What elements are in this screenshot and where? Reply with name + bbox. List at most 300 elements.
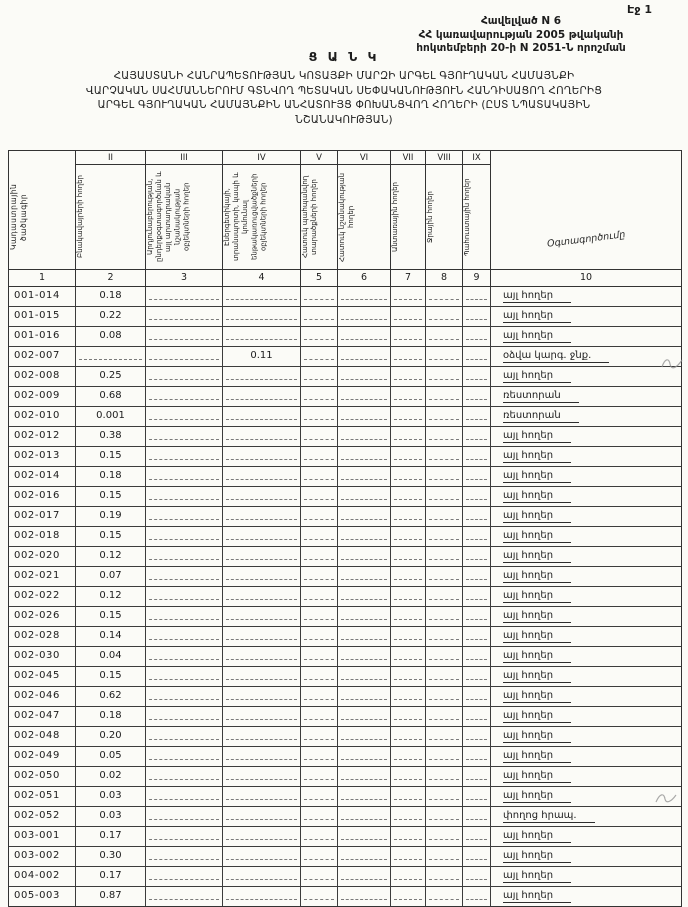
header-cell-infrastructure-lands	[223, 151, 301, 269]
row-code: 002-030	[9, 647, 76, 666]
row-usage-text: այլ հողեր	[503, 790, 571, 803]
table-row	[9, 407, 681, 427]
row-value	[426, 447, 463, 466]
row-value	[426, 547, 463, 566]
header-cell-water-lands	[426, 151, 463, 269]
row-value	[338, 727, 391, 746]
row-value	[426, 847, 463, 866]
row-value	[391, 347, 426, 366]
row-value	[223, 387, 301, 406]
row-value	[223, 407, 301, 426]
row-code: 002-049	[9, 747, 76, 766]
column-numeral	[9, 151, 75, 165]
table-row	[9, 727, 681, 747]
row-usage	[491, 867, 681, 886]
row-value	[391, 407, 426, 426]
row-value	[223, 647, 301, 666]
row-value	[301, 787, 338, 806]
row-usage	[491, 387, 681, 406]
row-value	[338, 787, 391, 806]
row-value	[301, 327, 338, 346]
row-value	[146, 527, 223, 546]
table-row	[9, 847, 681, 867]
page-number: Էջ 1	[627, 3, 652, 16]
row-code: 002-028	[9, 627, 76, 646]
table-row	[9, 447, 681, 467]
row-usage-text: այլ հողեր	[503, 830, 571, 843]
row-code: 002-022	[9, 587, 76, 606]
row-usage-text: ռեստորան	[503, 410, 579, 423]
row-usage	[491, 447, 681, 466]
row-value	[391, 547, 426, 566]
row-value	[391, 367, 426, 386]
column-number: 9	[463, 270, 491, 286]
row-code: 002-020	[9, 547, 76, 566]
row-usage	[491, 367, 681, 386]
row-value	[463, 387, 491, 406]
row-usage-text: այլ հողեր	[503, 750, 571, 763]
row-value	[426, 867, 463, 886]
row-value	[426, 287, 463, 306]
row-value	[338, 587, 391, 606]
row-usage-text: այլ հողեր	[503, 490, 571, 503]
row-value: 0.18	[76, 707, 146, 726]
row-value	[223, 707, 301, 726]
row-usage-text: այլ հողեր	[503, 650, 571, 663]
row-usage-text: այլ հողեր	[503, 670, 571, 683]
row-value	[426, 827, 463, 846]
row-value	[426, 707, 463, 726]
row-value	[338, 547, 391, 566]
table-row	[9, 647, 681, 667]
row-value	[223, 367, 301, 386]
row-value: 0.15	[76, 667, 146, 686]
row-value	[426, 747, 463, 766]
row-value	[146, 687, 223, 706]
row-usage-text: այլ հողեր	[503, 890, 571, 903]
row-usage	[491, 767, 681, 786]
row-value	[301, 687, 338, 706]
row-value	[301, 287, 338, 306]
row-value	[223, 607, 301, 626]
row-value	[301, 447, 338, 466]
row-value	[391, 427, 426, 446]
row-value: 0.25	[76, 367, 146, 386]
row-value: 0.68	[76, 387, 146, 406]
doc-title-line-1: ՀԱՅԱՍՏԱՆԻ ՀԱՆՐԱՊԵՏՈՒԹՅԱՆ ԿՈՏԱՅՔԻ ՄԱՐԶԻ ԱՐԳԵԼ ԳՅՈՒՂԱԿԱՆ ՀԱՄԱՅՆՔԻ	[113, 70, 575, 82]
row-value	[463, 887, 491, 906]
table-header	[9, 151, 681, 270]
row-code: 002-016	[9, 487, 76, 506]
row-value	[391, 307, 426, 326]
row-usage	[491, 807, 681, 826]
row-value	[146, 787, 223, 806]
row-value	[463, 467, 491, 486]
row-value	[223, 507, 301, 526]
row-value	[391, 527, 426, 546]
row-usage	[491, 747, 681, 766]
row-value	[463, 287, 491, 306]
row-code: 002-047	[9, 707, 76, 726]
row-value	[391, 707, 426, 726]
row-code: 002-007	[9, 347, 76, 366]
row-value	[223, 487, 301, 506]
row-usage	[491, 587, 681, 606]
row-code: 002-013	[9, 447, 76, 466]
row-value: 0.001	[76, 407, 146, 426]
row-value	[301, 347, 338, 366]
column-numeral: VIII	[426, 151, 462, 165]
row-usage-text: այլ հողեր	[503, 590, 571, 603]
row-value	[146, 887, 223, 906]
row-value	[391, 647, 426, 666]
row-value	[391, 747, 426, 766]
row-value: 0.17	[76, 827, 146, 846]
row-value	[463, 447, 491, 466]
row-value	[146, 727, 223, 746]
handwritten-mark	[654, 790, 678, 806]
row-usage	[491, 607, 681, 626]
row-value	[146, 747, 223, 766]
table-row	[9, 687, 681, 707]
row-value	[426, 387, 463, 406]
row-value	[426, 627, 463, 646]
row-value	[146, 607, 223, 626]
header-cell-usage	[491, 151, 681, 269]
row-value	[146, 767, 223, 786]
row-usage	[491, 547, 681, 566]
row-usage	[491, 487, 681, 506]
row-usage-text: այլ հողեր	[503, 730, 571, 743]
row-usage-text: այլ հողեր	[503, 770, 571, 783]
row-usage-text: փողոց հրապ.	[503, 810, 595, 823]
row-usage	[491, 687, 681, 706]
row-value	[391, 567, 426, 586]
column-number: 1	[9, 270, 76, 286]
row-value	[463, 627, 491, 646]
row-usage-text: օձվա կարգ. ջնք.	[503, 350, 609, 363]
row-usage	[491, 287, 681, 306]
column-number: 10	[579, 272, 593, 283]
column-label: Օգտագործումը	[546, 229, 626, 250]
row-value	[463, 347, 491, 366]
row-code: 002-014	[9, 467, 76, 486]
row-usage-text: այլ հողեր	[503, 310, 571, 323]
column-numeral: IX	[463, 151, 490, 165]
row-value	[146, 627, 223, 646]
row-value	[391, 627, 426, 646]
row-usage-text: այլ հողեր	[503, 850, 571, 863]
row-value	[463, 567, 491, 586]
doc-title	[18, 69, 670, 127]
table-row	[9, 787, 681, 807]
row-code: 002-051	[9, 787, 76, 806]
row-value: 0.12	[76, 547, 146, 566]
row-value	[301, 807, 338, 826]
column-numeral: VII	[391, 151, 425, 165]
row-value	[426, 347, 463, 366]
row-value	[463, 587, 491, 606]
row-usage-text: այլ հողեր	[503, 510, 571, 523]
row-value	[391, 327, 426, 346]
row-value	[426, 407, 463, 426]
table-row	[9, 347, 681, 367]
row-value	[338, 407, 391, 426]
row-value	[391, 787, 426, 806]
column-label: Պահուստային հողեր	[463, 178, 471, 256]
row-usage	[491, 827, 681, 846]
row-value	[338, 707, 391, 726]
row-value	[223, 867, 301, 886]
table-row	[9, 527, 681, 547]
row-value	[223, 567, 301, 586]
row-value	[301, 747, 338, 766]
row-value	[223, 747, 301, 766]
row-value	[338, 827, 391, 846]
column-label: Կադաստրային ծածկագիր	[9, 183, 28, 251]
row-value	[146, 827, 223, 846]
row-value	[391, 287, 426, 306]
table-row	[9, 427, 681, 447]
row-usage	[491, 507, 681, 526]
row-value	[223, 887, 301, 906]
column-label: Հատուկ նշանակության հողեր	[338, 172, 356, 262]
row-value	[463, 827, 491, 846]
table-row	[9, 667, 681, 687]
column-label: Անտառային հողեր	[391, 182, 399, 252]
row-value	[391, 887, 426, 906]
row-usage	[491, 887, 681, 906]
row-usage-text: այլ հողեր	[503, 870, 571, 883]
column-number: 7	[391, 270, 426, 286]
row-value	[391, 827, 426, 846]
row-value	[338, 487, 391, 506]
row-value	[76, 347, 146, 366]
row-value: 0.11	[223, 347, 301, 366]
row-value	[146, 347, 223, 366]
row-value	[463, 547, 491, 566]
row-value	[146, 327, 223, 346]
row-value	[146, 847, 223, 866]
column-label: Էներգետիկայի, տրանսպորտի, կապի և կոմունալ ենթակառուցվածքների օբյեկտների հողեր	[223, 172, 268, 262]
row-value	[463, 847, 491, 866]
row-value	[301, 387, 338, 406]
table-row	[9, 307, 681, 327]
header-cell-special-purpose-lands	[338, 151, 391, 269]
row-value	[426, 487, 463, 506]
table-row	[9, 707, 681, 727]
row-value	[391, 667, 426, 686]
row-value: 0.12	[76, 587, 146, 606]
row-usage	[491, 647, 681, 666]
column-numeral	[491, 173, 681, 187]
row-value	[426, 567, 463, 586]
table-row	[9, 327, 681, 347]
row-value	[391, 487, 426, 506]
land-table	[8, 150, 682, 907]
row-value	[338, 847, 391, 866]
row-value: 0.03	[76, 807, 146, 826]
row-value	[426, 727, 463, 746]
row-code: 002-045	[9, 667, 76, 686]
row-value	[463, 527, 491, 546]
row-usage	[491, 407, 681, 426]
row-value: 0.15	[76, 527, 146, 546]
row-value	[223, 627, 301, 646]
row-value	[338, 427, 391, 446]
row-value	[301, 527, 338, 546]
row-value	[338, 567, 391, 586]
row-value	[146, 587, 223, 606]
row-value	[391, 507, 426, 526]
row-value: 0.30	[76, 847, 146, 866]
row-value	[301, 727, 338, 746]
row-value	[223, 287, 301, 306]
row-value	[463, 807, 491, 826]
row-value	[146, 367, 223, 386]
row-value	[301, 567, 338, 586]
row-value	[223, 787, 301, 806]
row-value	[426, 327, 463, 346]
row-value	[338, 307, 391, 326]
column-number: 2	[76, 270, 146, 286]
row-value	[146, 547, 223, 566]
row-value	[146, 667, 223, 686]
column-label: Ջրային հողեր	[426, 191, 434, 243]
row-value	[338, 287, 391, 306]
row-usage	[491, 627, 681, 646]
row-value	[223, 587, 301, 606]
row-value: 0.20	[76, 727, 146, 746]
row-value	[426, 787, 463, 806]
table-row	[9, 627, 681, 647]
row-value	[301, 587, 338, 606]
row-value	[301, 847, 338, 866]
row-value	[338, 807, 391, 826]
row-usage-text: այլ հողեր	[503, 430, 571, 443]
row-value: 0.87	[76, 887, 146, 906]
row-usage-text: ռեստորան	[503, 390, 579, 403]
row-usage-text: այլ հողեր	[503, 450, 571, 463]
row-usage	[491, 307, 681, 326]
appendix-line-2: ՀՀ կառավարության 2005 թվականի	[418, 28, 624, 41]
row-code: 001-014	[9, 287, 76, 306]
row-value: 0.17	[76, 867, 146, 886]
row-value	[223, 687, 301, 706]
table-row	[9, 287, 681, 307]
table-row	[9, 367, 681, 387]
table-row	[9, 747, 681, 767]
row-value	[426, 887, 463, 906]
column-label: Արդյունաբերության, ընդերքօգտագործման և այլ արտադրական նշանակության օբյեկտների հողեր	[146, 171, 191, 263]
row-code: 002-017	[9, 507, 76, 526]
row-code: 002-046	[9, 687, 76, 706]
row-value	[391, 607, 426, 626]
table-row	[9, 567, 681, 587]
table-row	[9, 827, 681, 847]
row-value	[426, 527, 463, 546]
table-row	[9, 607, 681, 627]
row-value	[391, 867, 426, 886]
row-usage-text: այլ հողեր	[503, 530, 571, 543]
column-numeral: II	[76, 151, 145, 165]
row-usage	[491, 327, 681, 346]
handwritten-mark	[660, 356, 684, 372]
row-value	[463, 867, 491, 886]
row-value	[223, 467, 301, 486]
row-value	[391, 807, 426, 826]
row-code: 001-016	[9, 327, 76, 346]
table-row	[9, 867, 681, 887]
row-usage-text: այլ հողեր	[503, 370, 571, 383]
table-row	[9, 767, 681, 787]
row-value	[463, 667, 491, 686]
row-usage-text: այլ հողեր	[503, 710, 571, 723]
row-value	[463, 427, 491, 446]
row-value	[301, 627, 338, 646]
column-numeral: IV	[223, 151, 300, 165]
row-value	[338, 667, 391, 686]
row-value	[426, 427, 463, 446]
row-value	[426, 647, 463, 666]
row-code: 005-003	[9, 887, 76, 906]
row-value	[146, 807, 223, 826]
row-code: 004-002	[9, 867, 76, 886]
row-value	[223, 727, 301, 746]
row-value: 0.62	[76, 687, 146, 706]
appendix-line-3: հոկտեմբերի 20-ի N 2051-Ն որոշման	[416, 42, 626, 55]
row-value: 0.15	[76, 487, 146, 506]
row-value	[338, 327, 391, 346]
row-value	[391, 727, 426, 746]
row-usage	[491, 427, 681, 446]
row-code: 001-015	[9, 307, 76, 326]
column-number: 6	[338, 270, 391, 286]
header-cell-residential-lands	[76, 151, 146, 269]
row-value	[338, 867, 391, 886]
row-value: 0.02	[76, 767, 146, 786]
row-value	[463, 507, 491, 526]
row-value	[223, 807, 301, 826]
doc-title-line-3: ԱՐԳԵԼ ԳՅՈՒՂԱԿԱՆ ՀԱՄԱՅՆՔԻՆ ԱՆՀԱՏՈՒՅՑ ՓՈԽԱՆՑՎՈՂ ՀՈՂԵՐԻ (ԸՍՏ ՆՊԱՏԱԿԱՅԻՆ	[97, 99, 591, 112]
table-row	[9, 887, 681, 906]
header-cell-reserve-lands	[463, 151, 491, 269]
row-value	[146, 507, 223, 526]
header-cell-forest-lands	[391, 151, 426, 269]
row-value	[301, 547, 338, 566]
row-value	[463, 707, 491, 726]
row-value	[463, 367, 491, 386]
row-value	[338, 387, 391, 406]
row-value	[146, 427, 223, 446]
row-value	[426, 807, 463, 826]
row-value	[223, 827, 301, 846]
row-value	[301, 647, 338, 666]
row-usage-text: այլ հողեր	[503, 690, 571, 703]
row-value	[223, 847, 301, 866]
row-value	[338, 447, 391, 466]
table-body	[9, 287, 681, 906]
column-numbers-row	[9, 270, 681, 287]
row-code: 002-012	[9, 427, 76, 446]
row-value	[391, 847, 426, 866]
row-code: 002-048	[9, 727, 76, 746]
row-value: 0.15	[76, 447, 146, 466]
row-value	[146, 867, 223, 886]
row-value: 0.04	[76, 647, 146, 666]
column-numeral: VI	[338, 151, 390, 165]
row-value	[463, 487, 491, 506]
